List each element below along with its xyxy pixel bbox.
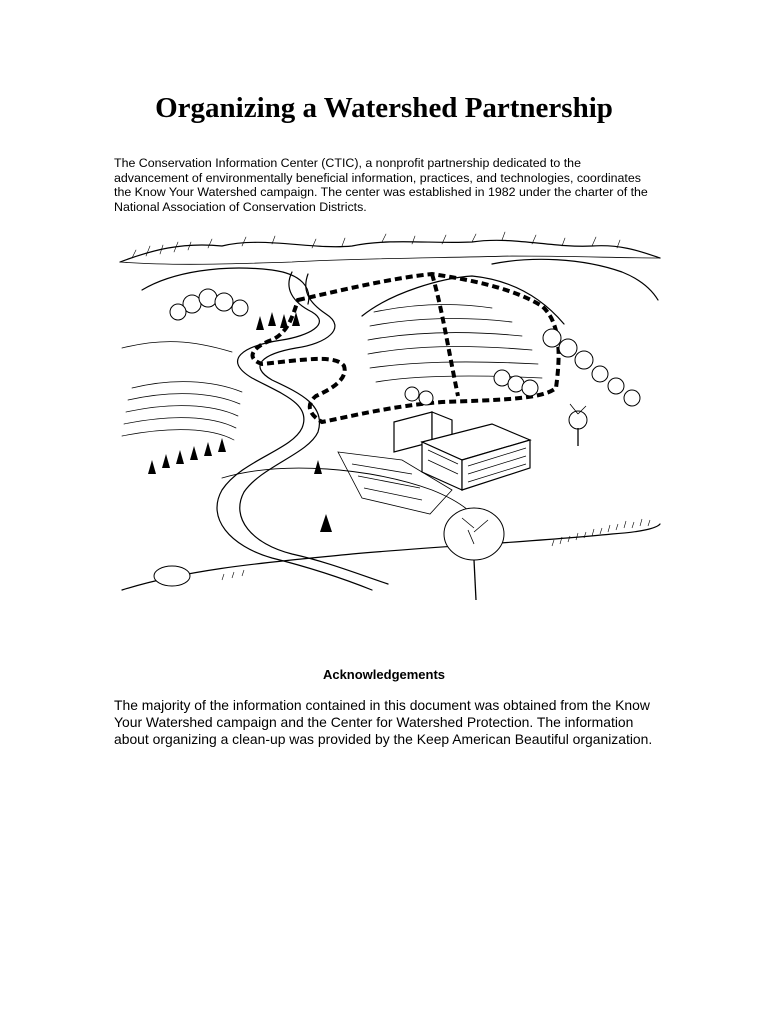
- building-complex: [394, 412, 530, 490]
- watershed-illustration: [112, 228, 662, 610]
- acknowledgements-paragraph: The majority of the information contained in this document was obtained from the Know Your Watershed campaign and the Center for Watershed Protection. The information about organizing a clean-up was provided by the Keep American Beautiful organization.: [114, 697, 653, 747]
- intro-paragraph: The Conservation Information Center (CTIC), a nonprofit partnership dedicated to the advancement of environmentally beneficial information, practices, and technologies, coordinates the Know Your Watershed campaign. The center was established in 1982 under the charter of the National Association of Conservation Districts.: [114, 156, 648, 214]
- foreground-tree-trunk: [474, 560, 476, 600]
- acknowledgements-heading: Acknowledgements: [322, 667, 446, 682]
- page-title: Organizing a Watershed Partnership: [155, 92, 613, 124]
- conifer-trees: [148, 312, 332, 532]
- foreground-grass: [222, 519, 650, 580]
- foreground-hill: [122, 524, 660, 590]
- terraced-hill: [362, 276, 564, 324]
